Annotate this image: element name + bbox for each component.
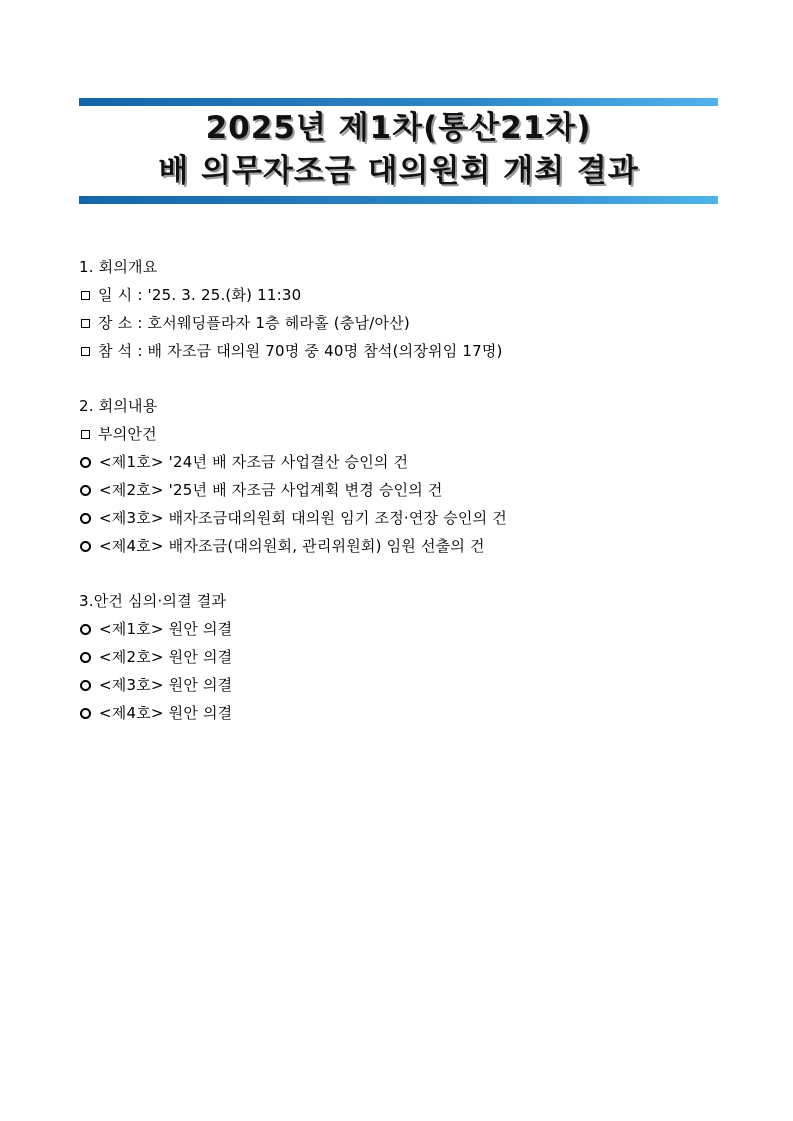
bullet-circle-icon xyxy=(80,541,91,552)
bullet-circle-icon xyxy=(80,652,91,663)
bullet-circle-icon xyxy=(80,513,91,524)
checkbox-square-icon xyxy=(81,319,90,328)
overview-item-text: 장 소 : 호서웨딩플라자 1층 헤라홀 (충남/아산) xyxy=(98,314,410,332)
bullet-circle-icon xyxy=(80,624,91,635)
bullet-circle-icon xyxy=(80,708,91,719)
overview-item-datetime xyxy=(79,281,719,309)
overview-item-attendance xyxy=(79,337,719,365)
title-line-2: 배 의무자조금 대의원회 개최 결과 xyxy=(158,153,639,189)
title-bottom-bar xyxy=(79,196,718,204)
checkbox-square-icon xyxy=(81,291,90,300)
agenda-subheading-text: 부의안건 xyxy=(98,425,157,443)
bullet-circle-icon xyxy=(80,680,91,691)
agenda-subheading xyxy=(79,420,719,448)
section-heading-text: 1. 회의개요 xyxy=(79,258,158,276)
result-item-text: <제4호> 원안 의결 xyxy=(99,704,233,722)
section-1-heading xyxy=(79,253,719,281)
section-heading-text: 3.안건 심의·의결 결과 xyxy=(79,592,227,610)
agenda-item-4 xyxy=(79,532,719,560)
section-3-heading xyxy=(79,587,719,615)
result-item-text: <제1호> 원안 의결 xyxy=(99,620,233,638)
agenda-item-3 xyxy=(79,504,719,532)
agenda-item-text: <제4호> 배자조금(대의원회, 관리위원회) 임원 선출의 건 xyxy=(99,537,485,555)
bullet-circle-icon xyxy=(80,457,91,468)
overview-item-text: 참 석 : 배 자조금 대의원 70명 중 40명 참석(의장위임 17명) xyxy=(98,342,503,360)
agenda-item-1 xyxy=(79,448,719,476)
agenda-item-text: <제3호> 배자조금대의원회 대의원 임기 조정·연장 승인의 건 xyxy=(99,509,507,527)
title-top-bar xyxy=(79,98,718,106)
title-banner xyxy=(79,98,718,208)
title-line-1: 2025년 제1차(통산21차) xyxy=(205,110,592,146)
overview-item-location xyxy=(79,309,719,337)
checkbox-square-icon xyxy=(81,347,90,356)
document-body xyxy=(79,253,719,727)
section-spacer xyxy=(79,365,719,392)
result-item-4 xyxy=(79,699,719,727)
result-item-1 xyxy=(79,615,719,643)
section-spacer xyxy=(79,560,719,587)
bullet-circle-icon xyxy=(80,485,91,496)
result-item-text: <제2호> 원안 의결 xyxy=(99,648,233,666)
checkbox-square-icon xyxy=(81,430,90,439)
overview-item-text: 일 시 : '25. 3. 25.(화) 11:30 xyxy=(98,286,302,304)
agenda-item-text: <제2호> '25년 배 자조금 사업계획 변경 승인의 건 xyxy=(99,481,443,499)
section-heading-text: 2. 회의내용 xyxy=(79,397,158,415)
agenda-item-text: <제1호> '24년 배 자조금 사업결산 승인의 건 xyxy=(99,453,409,471)
agenda-item-2 xyxy=(79,476,719,504)
result-item-2 xyxy=(79,643,719,671)
result-item-text: <제3호> 원안 의결 xyxy=(99,676,233,694)
section-2-heading xyxy=(79,392,719,420)
result-item-3 xyxy=(79,671,719,699)
